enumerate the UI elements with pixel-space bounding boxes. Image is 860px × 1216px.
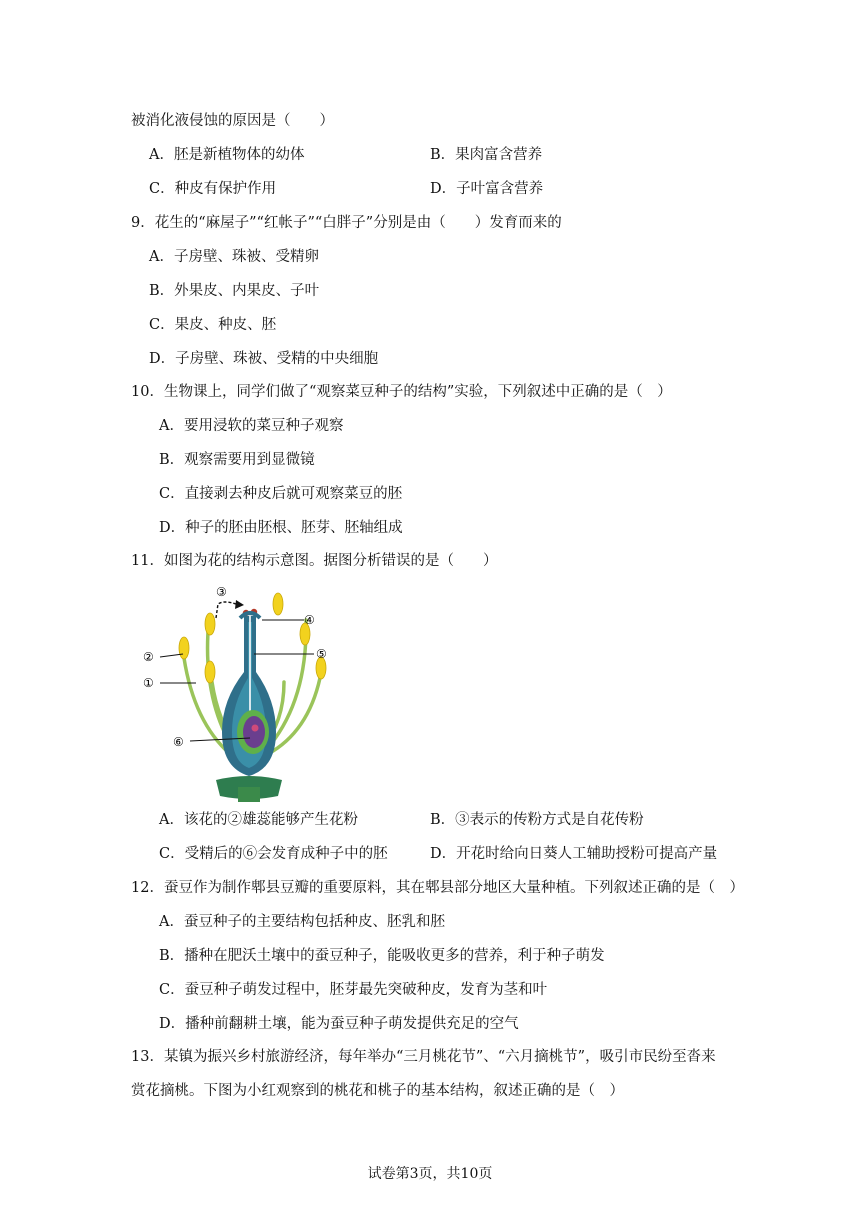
- q11-option-d: D．开花时给向日葵人工辅助授粉可提高产量: [430, 846, 718, 862]
- q9-option-b: B．外果皮、内果皮、子叶: [149, 283, 320, 299]
- q12-option-b: B．播种在肥沃土壤中的蚕豆种子，能吸收更多的营养，利于种子萌发: [159, 948, 605, 964]
- q9-stem: 9．花生的“麻屋子”“红帐子”“白胖子”分别是由（ ）发育而来的: [131, 215, 562, 231]
- flower-structure-diagram: [138, 582, 360, 802]
- q12-option-a: A．蚕豆种子的主要结构包括种皮、胚乳和胚: [159, 914, 445, 930]
- filament-right-outer: [268, 678, 320, 754]
- q8-option-b: B．果肉富含营养: [430, 147, 543, 163]
- q10-option-c: C．直接剥去种皮后就可观察菜豆的胚: [159, 486, 403, 502]
- q10-option-b: B．观察需要用到显微镜: [159, 452, 315, 468]
- label-1: ①: [143, 676, 154, 690]
- q8-continuation: 被消化液侵蚀的原因是（ ）: [131, 113, 334, 129]
- label-6: ⑥: [173, 735, 184, 749]
- q10-stem: 10．生物课上，同学们做了“观察菜豆种子的结构”实验，下列叙述中正确的是（ ）: [131, 384, 672, 400]
- anther: [205, 661, 215, 683]
- q11-option-b: B．③表示的传粉方式是自花传粉: [430, 812, 644, 828]
- label-2: ②: [143, 650, 154, 664]
- q11-option-c: C．受精后的⑥会发育成种子中的胚: [159, 846, 388, 862]
- page-footer: 试卷第3页，共10页: [367, 1166, 493, 1182]
- egg-cell: [252, 725, 259, 732]
- q11-option-a: A．该花的②雄蕊能够产生花粉: [159, 812, 358, 828]
- q13-stem-line-2: 赏花摘桃。下图为小红观察到的桃花和桃子的基本结构，叙述正确的是（ ）: [131, 1083, 624, 1099]
- pedicel: [238, 787, 260, 802]
- leader-line-2: [160, 654, 183, 657]
- label-5: ⑤: [316, 647, 327, 661]
- label-3: ③: [216, 585, 227, 599]
- anther: [205, 613, 215, 635]
- label-4: ④: [304, 613, 315, 627]
- q8-option-c: C．种皮有保护作用: [149, 181, 277, 197]
- anther: [273, 593, 283, 615]
- pollination-arrow: [216, 602, 236, 618]
- arrow-head: [235, 600, 244, 609]
- anther: [179, 637, 189, 659]
- q9-option-c: C．果皮、种皮、胚: [149, 317, 277, 333]
- q12-option-c: C．蚕豆种子萌发过程中，胚芽最先突破种皮，发育为茎和叶: [159, 982, 548, 998]
- q9-option-d: D．子房壁、珠被、受精的中央细胞: [149, 351, 379, 367]
- q11-stem: 11．如图为花的结构示意图。据图分析错误的是（ ）: [131, 553, 498, 569]
- q12-option-d: D．播种前翻耕土壤，能为蚕豆种子萌发提供充足的空气: [159, 1016, 519, 1032]
- q8-option-d: D．子叶富含营养: [430, 181, 544, 197]
- q8-option-a: A．胚是新植物体的幼体: [149, 147, 305, 163]
- q10-option-a: A．要用浸软的菜豆种子观察: [159, 418, 344, 434]
- ovule: [243, 716, 265, 748]
- q9-option-a: A．子房壁、珠被、受精卵: [149, 249, 319, 265]
- q10-option-d: D．种子的胚由胚根、胚芽、胚轴组成: [159, 520, 403, 536]
- q12-stem: 12．蚕豆作为制作郫县豆瓣的重要原料，其在郫县部分地区大量种植。下列叙述正确的是（ ）: [131, 880, 744, 896]
- q13-stem-line-1: 13．某镇为振兴乡村旅游经济，每年举办“三月桃花节”、“六月摘桃节”，吸引市民纷至沓来: [131, 1049, 716, 1065]
